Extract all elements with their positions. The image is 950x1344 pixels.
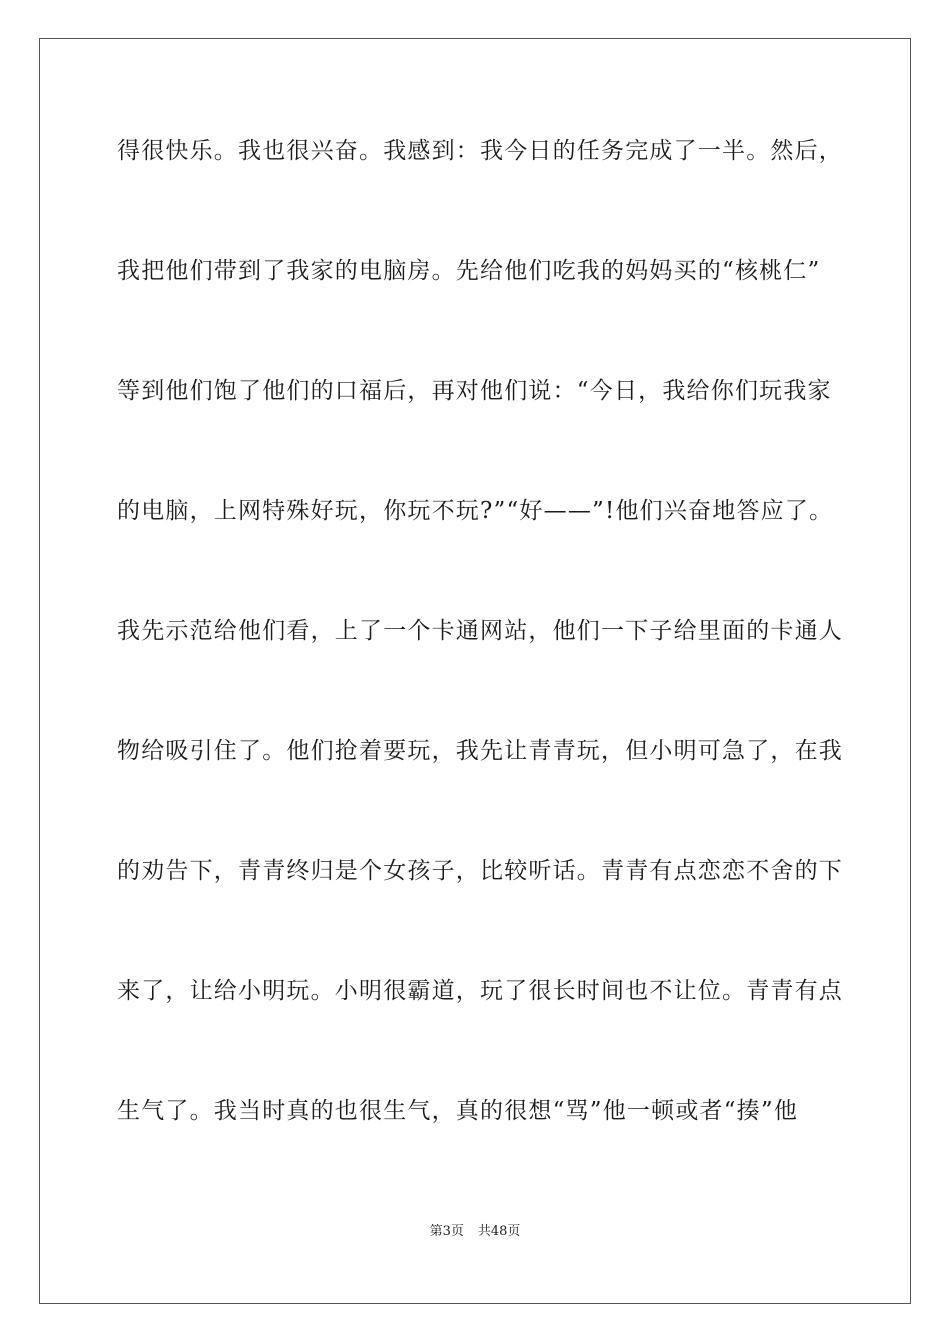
body-text-line-1: 得很快乐。我也很兴奋。我感到：我今日的任务完成了一半。然后， bbox=[117, 138, 843, 164]
body-text-line-3: 等到他们饱了他们的口福后，再对他们说：“今日，我给你们玩我家 bbox=[117, 378, 832, 404]
body-text-line-8: 来了，让给小明玩。小明很霸道，玩了很长时间也不让位。青青有点 bbox=[117, 978, 843, 1004]
body-text-line-7: 的劝告下，青青终归是个女孩子，比较听话。青青有点恋恋不舍的下 bbox=[117, 858, 843, 884]
body-text-line-6: 物给吸引住了。他们抢着要玩，我先让青青玩，但小明可急了，在我 bbox=[117, 738, 843, 764]
page-total: 共48页 bbox=[477, 1224, 521, 1239]
body-text-line-2: 我把他们带到了我家的电脑房。先给他们吃我的妈妈买的“核桃仁” bbox=[117, 258, 821, 284]
body-text-line-9: 生气了。我当时真的也很生气，真的很想“骂”他一顿或者“揍”他 bbox=[117, 1098, 799, 1124]
body-text-line-5: 我先示范给他们看，上了一个卡通网站，他们一下子给里面的卡通人 bbox=[117, 618, 843, 644]
page-number: 第3页 bbox=[429, 1224, 464, 1239]
body-text-line-4: 的电脑，上网特殊好玩，你玩不玩?”“好——”!他们兴奋地答应了。 bbox=[117, 498, 834, 524]
page-footer bbox=[0, 1220, 950, 1239]
